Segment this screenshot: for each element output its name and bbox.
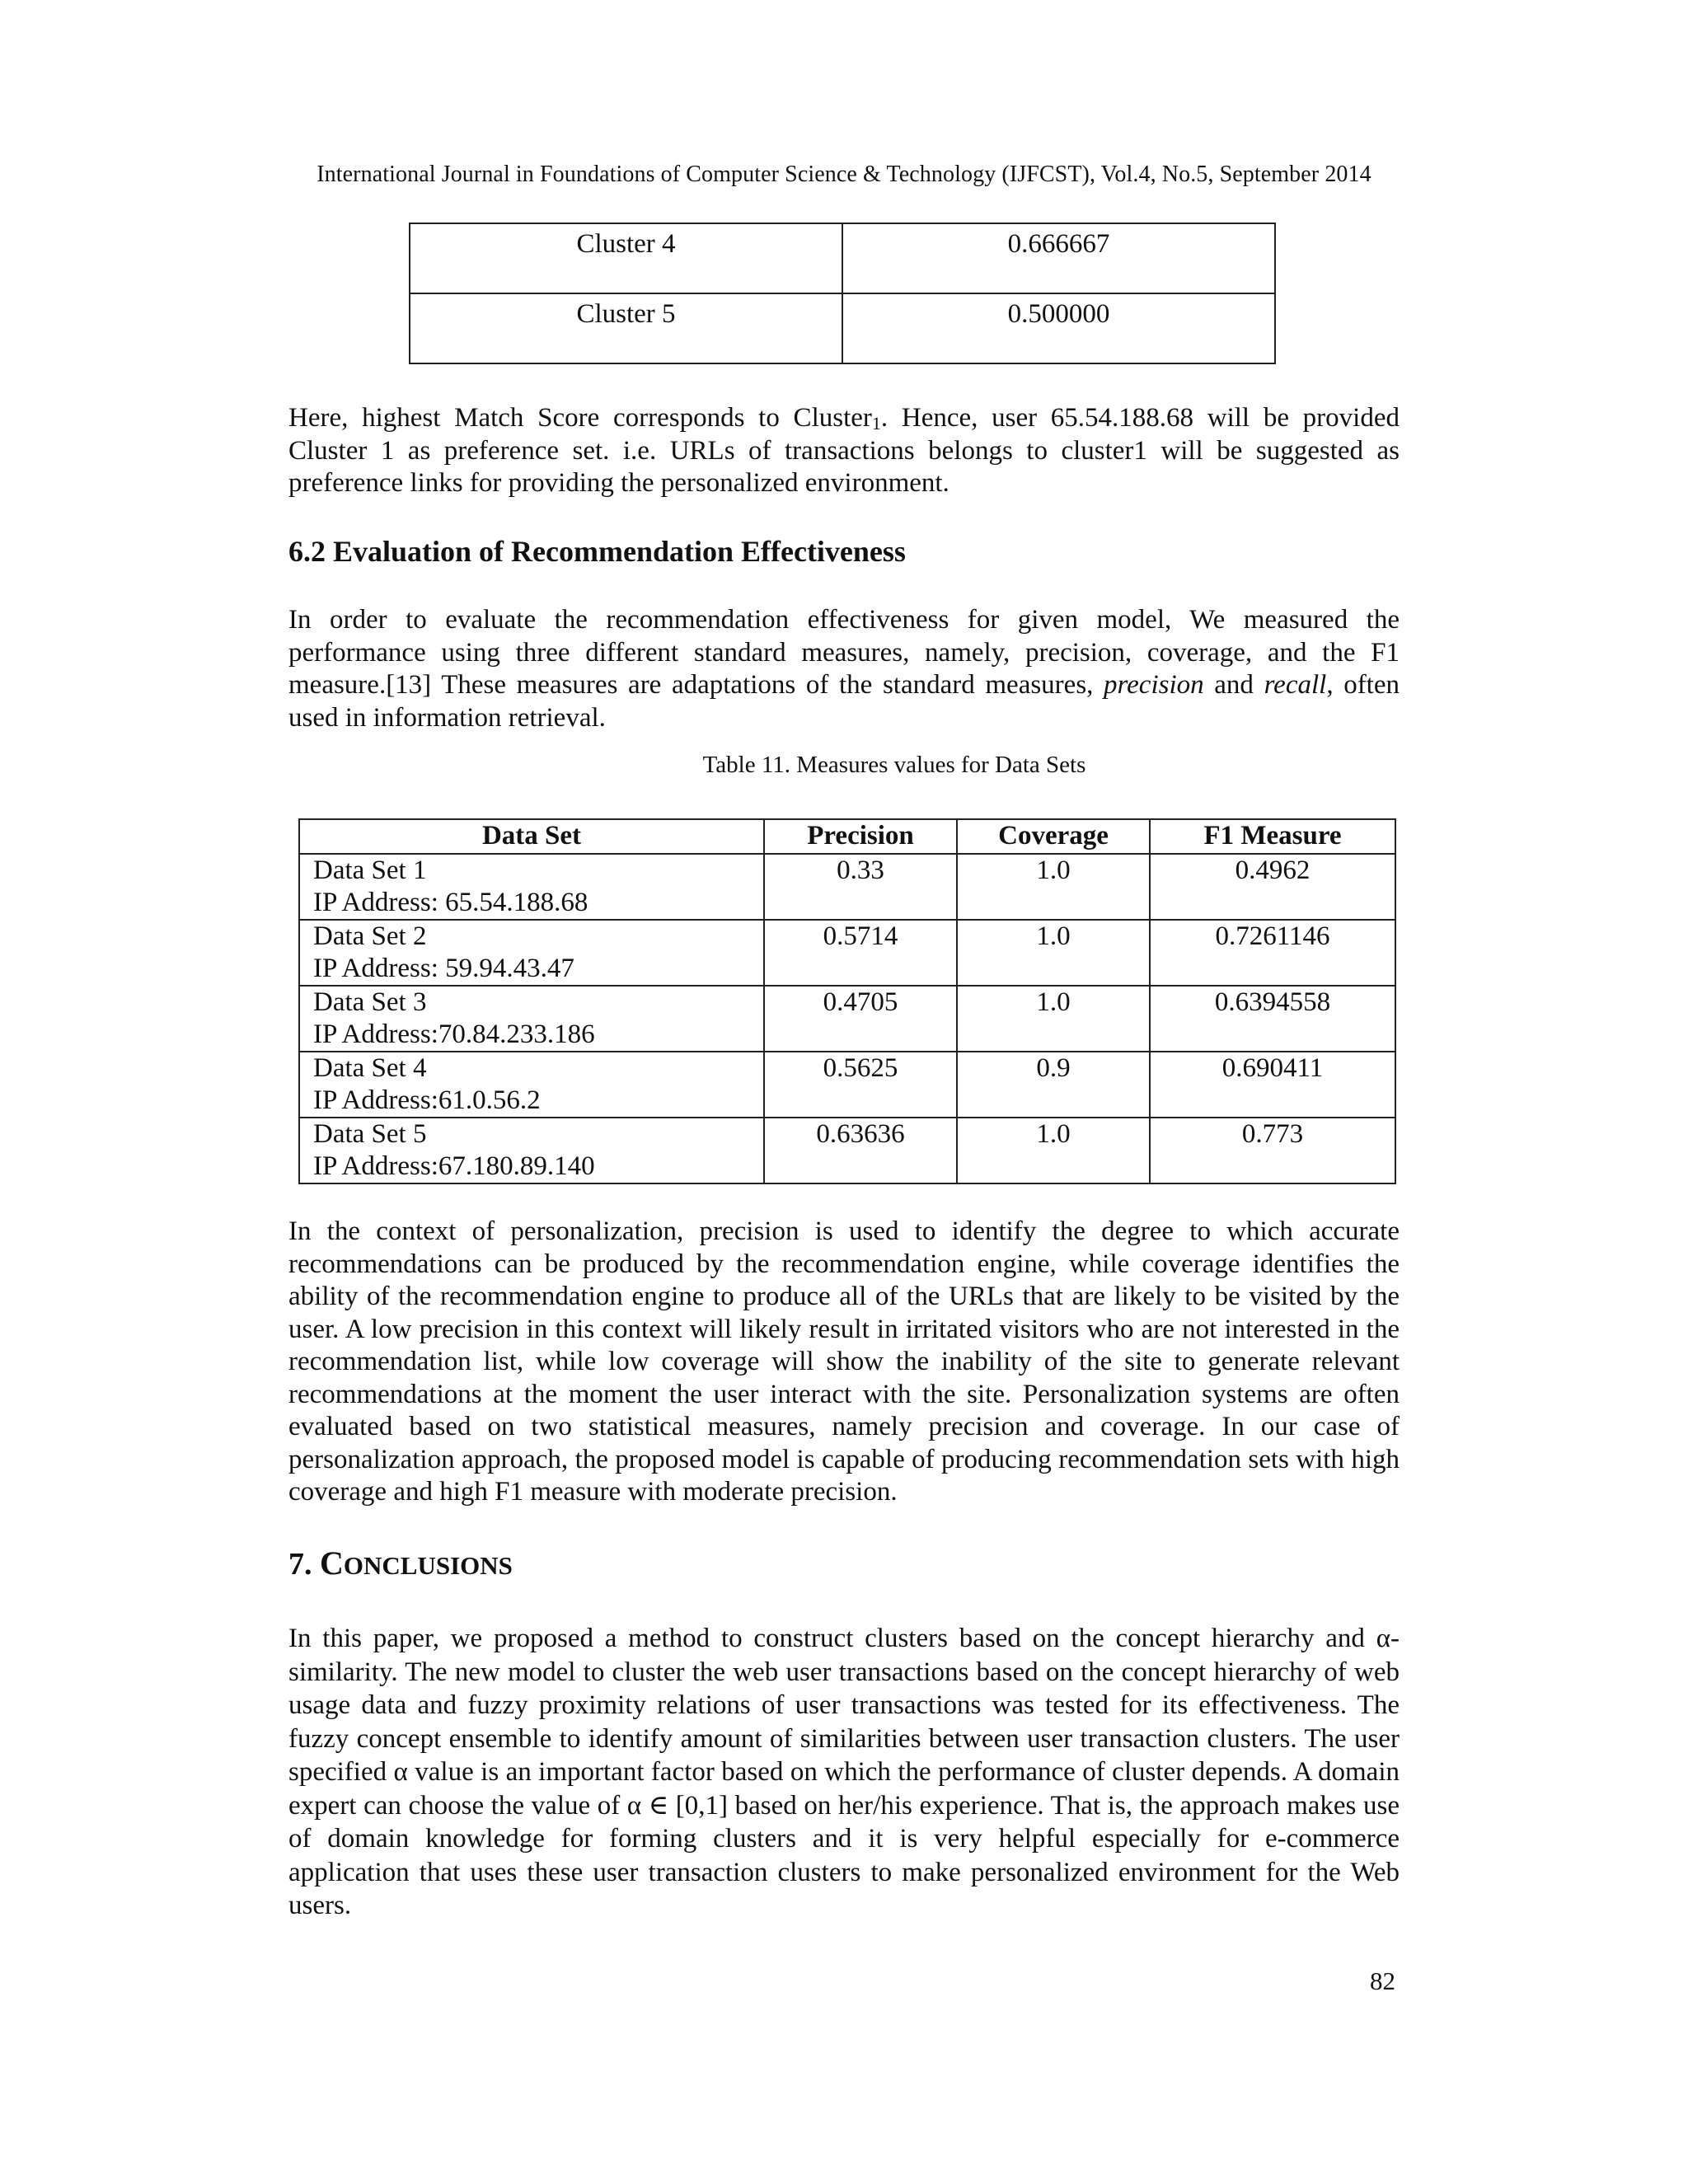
- data-set-cell: [299, 854, 764, 920]
- coverage-cell: 1.0: [957, 920, 1150, 986]
- paragraph-text: In this paper, we proposed a method to construct clusters based on the concept hierarchy and α-similarity. The new model to cluster the web user transactions based on the concept hierarchy of web usage data and fuzzy proximity relations of user transactions was tested for its effectiveness. The fuzzy concept ensemble to identify amount of similarities between user transaction clusters. The user specified α value is an important factor based on which the performance of cluster depends. A domain expert can choose the value of α ∈ [0,1] based on her/his experience. That is, the approach makes use of domain knowledge for forming clusters and it is very helpful especially for e-commerce application that uses these user transaction clusters to make personalized environment for the Web users.: [288, 1624, 1400, 1920]
- emphasis: recall: [1264, 670, 1327, 700]
- evaluation-intro-paragraph: [288, 604, 1400, 734]
- cluster-score-table: [409, 223, 1276, 364]
- table-row: [299, 1118, 1395, 1183]
- data-set-cell: [299, 920, 764, 986]
- paragraph-text: and: [1203, 670, 1264, 700]
- ip-address: IP Address:67.180.89.140: [313, 1151, 595, 1181]
- ip-address: IP Address: 65.54.188.68: [313, 888, 588, 917]
- data-set-name: Data Set 2: [313, 921, 427, 951]
- column-header: Precision: [764, 819, 957, 854]
- f1-cell: 0.773: [1150, 1118, 1395, 1183]
- table-cell: Cluster 5: [410, 293, 842, 363]
- coverage-cell: 0.9: [957, 1052, 1150, 1118]
- table-row: [299, 920, 1395, 986]
- table-row: [410, 293, 1275, 363]
- data-set-cell: [299, 986, 764, 1052]
- f1-cell: 0.6394558: [1150, 986, 1395, 1052]
- column-header: F1 Measure: [1150, 819, 1395, 854]
- context-paragraph: [288, 1216, 1400, 1509]
- paragraph-text: . Hence, user 65.54.188.68 will be provided Cluster 1 as preference set. i.e. URLs of transactions belongs to cluster1 will be suggested as preference links for providing the personalized environment.: [288, 403, 1400, 498]
- f1-cell: 0.4962: [1150, 854, 1395, 920]
- data-set-name: Data Set 1: [313, 855, 427, 885]
- paragraph-text: In the context of personalization, precision is used to identify the degree to which accurate recommendations can be produced by the recommendation engine, while coverage identifies the ability of the recommendation engine to produce all of the URLs that are likely to be visited by the user. A low precision in this context will likely result in irritated visitors who are not interested in the recommendation list, while low coverage will show the inability of the site to generate relevant recommendations at the moment the user interact with the site. Personalization systems are often evaluated based on two statistical measures, namely precision and coverage. In our case of personalization approach, the proposed model is capable of producing recommendation sets with high coverage and high F1 measure with moderate precision.: [288, 1216, 1400, 1507]
- table-header-row: [299, 819, 1395, 854]
- precision-cell: 0.5714: [764, 920, 957, 986]
- precision-cell: 0.33: [764, 854, 957, 920]
- page-number: 82: [1370, 1966, 1395, 1995]
- subscript: 1: [871, 413, 881, 434]
- match-score-paragraph: [288, 402, 1400, 500]
- precision-cell: 0.5625: [764, 1052, 957, 1118]
- ip-address: IP Address:70.84.233.186: [313, 1019, 595, 1049]
- data-set-name: Data Set 5: [313, 1119, 427, 1149]
- table-caption: Table 11. Measures values for Data Sets: [702, 752, 1086, 778]
- section-heading-6-2: 6.2 Evaluation of Recommendation Effectiveness: [288, 535, 906, 568]
- ip-address: IP Address:61.0.56.2: [313, 1085, 541, 1115]
- heading-number: 7.: [288, 1547, 320, 1582]
- data-set-cell: [299, 1118, 764, 1183]
- f1-cell: 0.690411: [1150, 1052, 1395, 1118]
- data-set-cell: [299, 1052, 764, 1118]
- emphasis: precision: [1104, 670, 1204, 700]
- conclusion-paragraph: [288, 1622, 1400, 1923]
- heading-rest: ONCLUSIONS: [343, 1551, 513, 1580]
- paragraph-text: , often used in information retrieval.: [288, 670, 1400, 733]
- running-header: International Journal in Foundations of Computer Science & Technology (IJFCST), Vol.4, No.5, September 2014: [316, 162, 1372, 187]
- data-set-name: Data Set 4: [313, 1053, 427, 1083]
- data-set-name: Data Set 3: [313, 987, 427, 1017]
- precision-cell: 0.4705: [764, 986, 957, 1052]
- coverage-cell: 1.0: [957, 854, 1150, 920]
- column-header: Data Set: [299, 819, 764, 854]
- f1-cell: 0.7261146: [1150, 920, 1395, 986]
- ip-address: IP Address: 59.94.43.47: [313, 954, 574, 983]
- paragraph-text: In order to evaluate the recommendation effectiveness for given model, We measured the performance using three different standard measures, namely, precision, coverage, and the F1 measure.[13] These measures are adaptations of the standard measures,: [288, 605, 1400, 700]
- table-row: [410, 223, 1275, 293]
- table-cell: 0.500000: [842, 293, 1275, 363]
- paragraph-text: Here, highest Match Score corresponds to Cluster: [288, 403, 872, 433]
- table-row: [299, 1052, 1395, 1118]
- heading-initial: C: [320, 1544, 344, 1582]
- coverage-cell: 1.0: [957, 1118, 1150, 1183]
- table-cell: 0.666667: [842, 223, 1275, 293]
- table-row: [299, 986, 1395, 1052]
- measures-table: [298, 818, 1396, 1184]
- column-header: Coverage: [957, 819, 1150, 854]
- coverage-cell: 1.0: [957, 986, 1150, 1052]
- table-cell: Cluster 4: [410, 223, 842, 293]
- table-row: [299, 854, 1395, 920]
- precision-cell: 0.63636: [764, 1118, 957, 1183]
- section-heading-7: [288, 1544, 513, 1582]
